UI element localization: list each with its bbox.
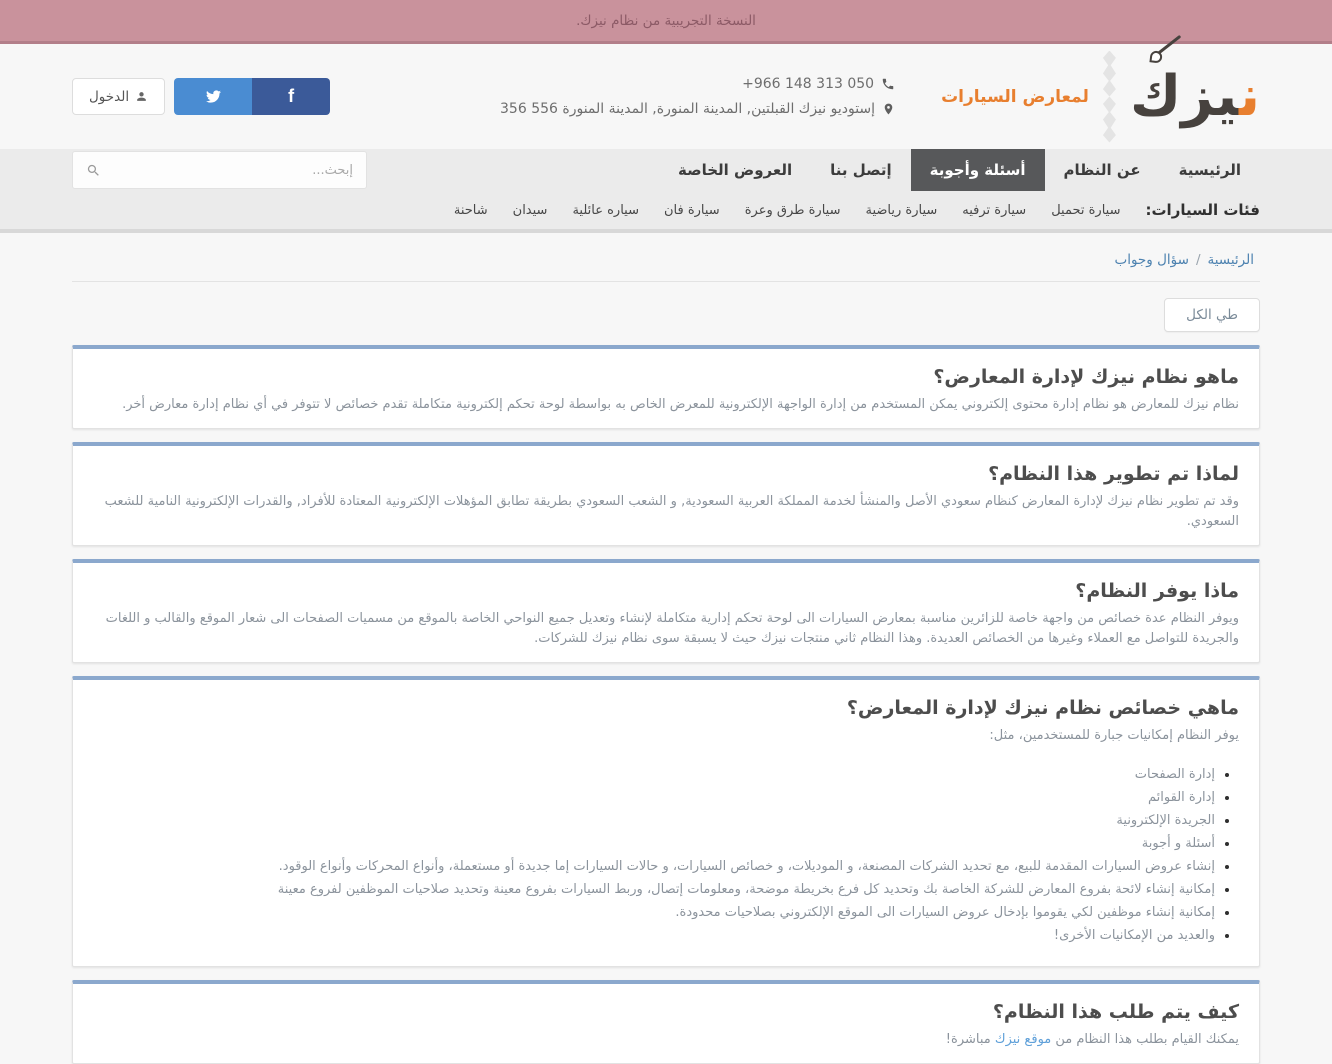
faq-question[interactable]: ماهي خصائص نظام نيزك لإدارة المعارض؟ — [846, 697, 1239, 719]
category-van[interactable]: سيارة فان — [663, 202, 720, 218]
collapse-all-button[interactable]: طي الكل — [1164, 298, 1260, 332]
navigation-area — [0, 149, 1332, 233]
user-icon — [135, 90, 148, 103]
nav-item-special-offers[interactable]: العروض الخاصة — [678, 161, 793, 179]
location-pin-icon — [882, 102, 895, 116]
faq-page-content — [0, 282, 1332, 1064]
category-recreation[interactable]: سيارة ترفيه — [962, 202, 1027, 218]
phone-number: +966 148 313 050 — [742, 75, 875, 92]
search-icon[interactable] — [86, 163, 101, 178]
login-label: الدخول — [89, 88, 130, 105]
car-categories-label: فئات السيارات: — [1145, 201, 1260, 219]
faq-card-features — [72, 676, 1260, 967]
phone-line — [500, 72, 895, 97]
trial-version-banner — [0, 0, 1332, 44]
logo-divider — [1103, 51, 1116, 143]
facebook-icon: f — [288, 86, 295, 106]
faq-question[interactable]: لماذا تم تطوير هذا النظام؟ — [988, 463, 1239, 485]
faq-answer: ويوفر النظام عدة خصائص من واجهة خاصة للزائرين مناسبة بمعارض السيارات الى لوحة تحكم إدارية متكاملة لإنشاء وتعديل جميع النواحي الخاصة بالموقع من مسميات الصفحات الى شعار الموقع والقالب و اللغات والجريدة للتواصل مع العملاء وغيرها من الخصائص العديدة. وهذا النظام ثاني منتجات نيزك حيث لا يسبقة سوى نظام نيزك للشركات. — [105, 611, 1239, 646]
nav-item-about-system[interactable]: عن النظام — [1063, 161, 1141, 179]
feature-item: • إمكانية إنشاء لائحة بفروع المعارض للشركة الخاصة بك وتحديد كل فرع بخريطة موضحة، ومعلومات إتصال، وربط السيارات بفروع معينة وتحديد صلاحيات الموظفين لفروع معينة — [93, 878, 1215, 901]
logo-wordmark — [1129, 63, 1260, 129]
faq-card-what-provides — [72, 559, 1260, 663]
main-nav — [72, 149, 1260, 191]
category-sports[interactable]: سيارة رياضية — [865, 202, 938, 218]
phone-icon — [881, 77, 895, 91]
logo-rest-letters: ‍يزك — [1129, 63, 1239, 129]
feature-item: • إدارة الصفحات — [93, 763, 1215, 786]
logo-subtitle: لمعارض السيارات — [941, 86, 1089, 107]
search-box — [72, 151, 367, 189]
faq-card-why-developed — [72, 442, 1260, 546]
faq-answer: نظام نيزك للمعارض هو نظام إدارة محتوى إلكتروني يمكن المستخدم من إدارة الواجهة الإلكترونية للمعرض الخاص به بواسطة لوحة تحكم إلكترونية متكاملة تقدم خصائص لا تتوفر في أي نظام إدارة معارض أخر. — [122, 397, 1239, 412]
breadcrumb-separator: / — [1195, 252, 1201, 268]
faq-answer — [93, 1030, 1239, 1050]
site-header — [0, 44, 1332, 149]
nizek-site-link[interactable]: موقع نيزك — [994, 1032, 1052, 1047]
feature-item: • الجريدة الإلكترونية — [93, 809, 1215, 832]
faq-question[interactable]: كيف يتم طلب هذا النظام؟ — [992, 1001, 1239, 1023]
feature-item: • إنشاء عروض السيارات المقدمة للبيع، مع تحديد الشركات المصنعة، و الموديلات، و خصائص السيارات، و حالات السيارات إما جديدة أو مستعملة، وأنواع المحركات وأنواع الوقود. — [93, 855, 1215, 878]
category-family[interactable]: سياره عائلية — [572, 202, 639, 218]
feature-item: • والعديد من الإمكانيات الأخرى! — [93, 924, 1215, 947]
feature-item: • إدارة القوائم — [93, 786, 1215, 809]
faq-question[interactable]: ماهو نظام نيزك لإدارة المعارض؟ — [933, 366, 1239, 388]
category-pickup[interactable]: سيارة تحميل — [1051, 202, 1121, 218]
category-truck[interactable]: شاحنة — [453, 202, 488, 218]
login-button[interactable] — [72, 78, 165, 115]
site-logo[interactable] — [941, 51, 1260, 143]
answer-suffix: مباشرة! — [945, 1032, 995, 1047]
nav-item-contact[interactable]: إتصل بنا — [830, 161, 892, 179]
trial-version-text: النسخة التجريبية من نظام نيزك. — [576, 12, 756, 29]
address-text: إستوديو نيزك القبلتين, المدينة المنورة, المدينة المنورة 556 356 — [500, 100, 876, 117]
car-categories-bar — [72, 191, 1260, 229]
faq-intro: يوفر النظام إمكانيات جبارة للمستخدمين، مثل: — [989, 728, 1239, 743]
faq-answer: وقد تم تطوير نظام نيزك لإدارة المعارض كنظام سعودي الأصل والمنشأ لخدمة المملكة العربية السعودية, و الشعب السعودي بطريقة تطابق المؤهلات الإلكترونية المعتادة للأفراد, والقدرات الإلكترونية النامية للشعب السعودي. — [104, 494, 1239, 529]
features-list — [93, 763, 1239, 947]
answer-prefix: يمكنك القيام بطلب هذا النظام من — [1051, 1032, 1239, 1047]
category-offroad[interactable]: سيارة طرق وعرة — [744, 202, 841, 218]
nav-spacer — [367, 149, 659, 191]
faq-card-what-is-system — [72, 345, 1260, 429]
faq-card-how-to-order — [72, 980, 1260, 1064]
twitter-icon — [205, 89, 222, 104]
nav-item-home[interactable]: الرئيسية — [1178, 161, 1241, 179]
nav-item-faq[interactable]: أسئلة وأجوبة — [911, 149, 1045, 191]
faq-question[interactable]: ماذا يوفر النظام؟ — [1075, 580, 1239, 602]
feature-item: • إمكانية إنشاء موظفين لكي يقوموا بإدخال عروض السيارات الى الموقع الإلكتروني بصلاحيات محدودة. — [93, 901, 1215, 924]
address-line — [500, 97, 895, 122]
social-buttons — [174, 78, 330, 115]
category-sedan[interactable]: سيدان — [512, 202, 548, 218]
breadcrumb-current[interactable]: سؤال وجواب — [1114, 252, 1189, 268]
feature-item: • أسئلة و أجوبة — [93, 832, 1215, 855]
twitter-button[interactable] — [174, 78, 252, 115]
logo-accent-letter: ن‍ — [1238, 63, 1260, 129]
search-input[interactable] — [109, 163, 353, 178]
facebook-button[interactable] — [252, 78, 330, 115]
breadcrumb — [72, 233, 1260, 282]
contact-info — [500, 72, 895, 122]
breadcrumb-home[interactable]: الرئيسية — [1207, 252, 1254, 268]
